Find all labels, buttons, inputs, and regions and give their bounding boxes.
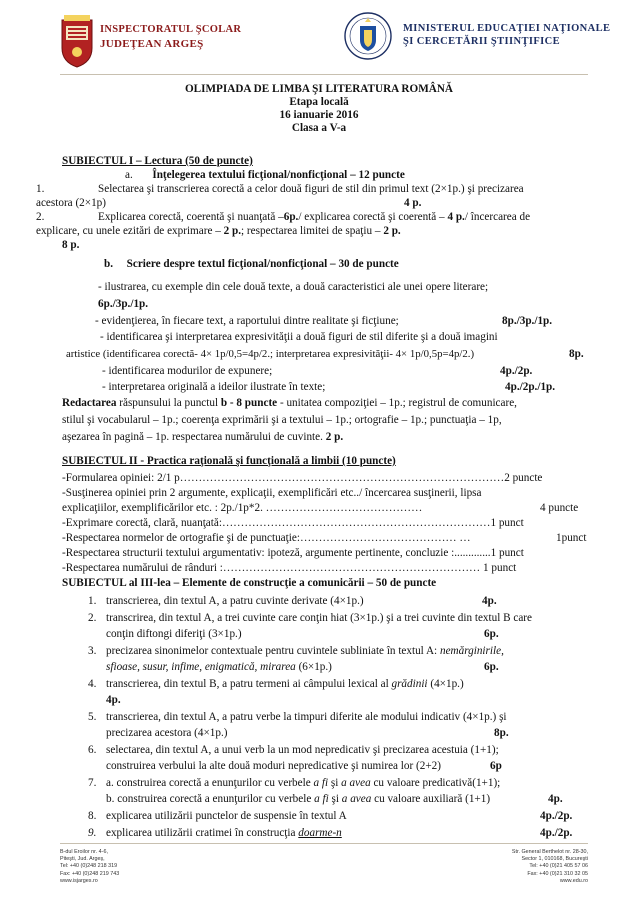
s1-item2-text-d: explicare, cu unele ezitări de exprimare – (36, 225, 221, 237)
s1-item1-num: 1. (36, 183, 45, 195)
s3-q5-points: 8p. (494, 727, 509, 739)
s1-item1-points: 4 p. (404, 197, 422, 209)
s3-q4-points: 4p. (106, 694, 121, 706)
section1-heading: SUBIECTUL I – Lectura (50 de puncte) (62, 155, 253, 167)
footer-right-fax: Fax: +40 (0)21 310 32 05 (527, 870, 588, 877)
footer-right-line1: Str. General Berthelot nr. 28-30, (511, 849, 588, 855)
s3-q7a-text-b: cu valoare predicativă(1+1); (370, 777, 501, 789)
isj-name-line1: INSPECTORATUL ŞCOLAR (100, 24, 242, 35)
s1-item2-text-e: ; respectarea limitei de spaţiu – (241, 225, 381, 237)
footer-left-website[interactable]: www.isjarges.ro (60, 877, 98, 884)
s2-row5-points: 1punct (556, 532, 587, 544)
s3-q5-line2: precizarea acestora (4×1p.) (106, 727, 228, 739)
s3-q7-line2 (106, 792, 490, 806)
s1a-points: – 12 puncte (347, 169, 405, 181)
s2-row6: -Respectarea structurii textului argumentativ: ipoteză, argumente pertinente, concluzie :.............1 punct (62, 547, 524, 559)
s3-q7a-text-a: a. construirea corectă a enunţurilor cu verbele (106, 777, 314, 789)
s1-redactare-line1 (62, 396, 517, 410)
s3-q4-line1 (106, 677, 464, 691)
isj-arges-logo (60, 14, 94, 68)
s1-redactare-label: Redactarea (62, 397, 117, 409)
s1b-crit4: - identificarea modurilor de expunere; (102, 365, 273, 377)
s3-q9-word: doarme-n (298, 827, 342, 839)
s1b-crit2: - evidenţierea, în fiecare text, a raportului dintre realitate şi ficţiune; (95, 315, 399, 327)
s1b-title: Scriere despre textul ficţional/nonficţional – 30 de puncte (126, 258, 399, 270)
s3-q5-line1: transcrierea, din textul A, a patru verbe la timpuri diferite ale modului indicativ (4×1p.) şi (106, 711, 507, 723)
s3-q7b-text-a: b. construirea corectă a enunţurilor cu verbele (106, 793, 315, 805)
ministry-name-line2: ŞI CERCETĂRII ŞTIINŢIFICE (403, 36, 561, 47)
footer-right-line2: Sector 1, 010168, Bucureşti (521, 856, 588, 863)
s3-q4-text-a: transcrierea, din textul B, a patru termeni ai câmpului lexical al (106, 678, 392, 690)
s3-q7b-verb1: a fi (314, 793, 329, 805)
s2-row4: -Exprimare corectă, clară, nuanţată:………………………………………………………………1 punct (62, 517, 524, 529)
s1-item2-num: 2. (36, 211, 45, 223)
s3-q3-line1 (106, 644, 504, 658)
s3-q6-num: 6. (88, 744, 97, 756)
footer-left-address (60, 849, 119, 885)
s3-q9-num: 9. (88, 827, 97, 839)
s1-item2-text-b: / explicarea corectă şi coerentă – (298, 211, 445, 223)
s3-q9-text: explicarea utilizării cratimei în construcţia (106, 827, 299, 839)
s3-q3-text-b: (6×1p.) (295, 661, 332, 673)
footer-right-website[interactable]: www.edu.ro (559, 877, 588, 884)
ministry-name (403, 22, 610, 48)
s2-row7: -Respectarea numărului de rânduri :…………………………………………………………… 1 punct (62, 562, 517, 574)
s3-q3-line2 (106, 660, 332, 674)
s3-q1-num: 1. (88, 595, 97, 607)
s1-item2-pts-b: 4 p. (447, 211, 465, 223)
s1-redactare-total: 2 p. (322, 431, 344, 443)
s1b-crit4-points: 4p./2p. (500, 365, 533, 377)
s3-q3-num: 3. (88, 645, 97, 657)
s3-q2-line1: transcrirea, din textul A, a trei cuvinte care conţin hiat (3×1p.) şi a trei cuvinte din textul B care (106, 612, 532, 624)
s1b-crit3-points: 8p. (569, 348, 584, 360)
footer-left-fax: Fax: +40 (0)248 219 743 (60, 870, 120, 877)
s3-q6-line2: construirea verbului la alte două moduri nepredicative şi numirea lor (2+2) (106, 760, 441, 772)
doc-class: Clasa a V-a (291, 122, 347, 134)
s1-item2-line1 (98, 210, 530, 224)
s1-item2-text-c: / încercarea de (464, 211, 531, 223)
s3-q6-points: 6p (490, 760, 502, 772)
s3-q8-num: 8. (88, 810, 97, 822)
s3-q2-points: 6p. (484, 628, 499, 640)
footer-left-phone: Tel: +40 (0)248 218 319 (60, 863, 118, 870)
s3-q9-line (106, 826, 342, 840)
s3-q7b-text-b: cu valoare auxiliară (1+1) (371, 793, 491, 805)
s1-item2-pts-d: 2 p. (383, 225, 401, 237)
doc-date: 16 ianuarie 2016 (279, 109, 359, 121)
s3-q2-num: 2. (88, 612, 97, 624)
s3-q7a-verb1: a fi (313, 777, 329, 789)
isj-name (100, 22, 241, 52)
s1b-crit3-line2: artistice (identificarea corectă- 4× 1p/0,5=4p/2.; interpretarea expresivităţii- 4× 1p/0,5p=4p/2.) (66, 348, 475, 360)
s3-q7-line1 (106, 776, 500, 790)
footer-right-address (506, 849, 588, 885)
doc-title: OLIMPIADA DE LIMBA ŞI LITERATURA ROMÂNĂ (184, 83, 453, 95)
footer-left-line1: B-dul Eroilor nr. 4-6, (60, 849, 108, 855)
footer-rule (60, 843, 588, 844)
s3-q2-line2: conţin diftongi diferiţi (3×1p.) (106, 628, 242, 640)
s1-redactare-text-b: - unitatea compoziţiei – 1p.; registrul de comunicare, (277, 397, 517, 409)
s1-item2-pts-a: 6p. (283, 211, 299, 223)
s1b-crit1-line1: - ilustrarea, cu exemple din cele două texte, a două caracteristici ale unei opere literare; (98, 281, 489, 293)
s1b-crit1-points: 6p./3p./1p. (98, 298, 149, 310)
s1b-crit5: - interpretarea originală a ideilor ilustrate în texte; (102, 381, 326, 393)
s3-q6-line1: selectarea, din textul A, a unui verb la un mod nepredicativ şi precizarea acestuia (1+1); (106, 744, 499, 756)
s3-q3-text-a: precizarea sinonimelor contextuale pentru cuvintele subliniate în textul A: (106, 645, 440, 657)
s1-redactare-text-a: răspunsului la punctul (116, 397, 221, 409)
s1b-line (104, 257, 399, 271)
s1-item2-line2 (36, 224, 401, 238)
s1-item2-text-a: Explicarea corectă, coerentă şi nuanţată – (98, 211, 284, 223)
section2-heading: SUBIECTUL II - Practica raţională şi funcţională a limbii (10 puncte) (62, 455, 396, 467)
header-rule (60, 74, 588, 75)
s3-q7b-and: şi (328, 793, 342, 805)
s3-q4-word: grădinii (391, 678, 428, 690)
s1-item1-line2: acestora (2×1p) (36, 197, 106, 209)
footer-left-line2: Piteşti, Jud. Argeş, (60, 856, 105, 863)
s1b-label: b. (104, 258, 114, 270)
s3-q3-words-b: sfioase, susur, infime, enigmatică, mirarea (106, 661, 296, 673)
s3-q7-points: 4p. (548, 793, 563, 805)
s3-q1-text: transcrierea, din textul A, a patru cuvinte derivate (4×1p.) (106, 595, 364, 607)
ministry-name-line1: MINISTERUL EDUCAŢIEI NAŢIONALE (403, 23, 611, 34)
s1a-title: Înţelegerea textului ficţional/nonficţional (152, 169, 348, 181)
s1-redactare-pts: b - 8 puncte (220, 397, 278, 409)
s2-row3: explicaţiilor, exemplificărilor etc. : 2p./1p*2. …………………………………… (62, 502, 423, 514)
s3-q7a-and: şi (328, 777, 342, 789)
s1-redactare-text-c: aşezarea în pagină – 1p. respectarea numărului de cuvinte. (62, 431, 323, 443)
section3-heading: SUBIECTUL al III-lea – Elemente de construcţie a comunicării – 50 de puncte (62, 577, 437, 589)
s1-item2-pts-c: 2 p. (223, 225, 242, 237)
s2-row5: -Respectarea normelor de ortografie şi de punctuaţie:…………………………………… … (62, 532, 471, 544)
romania-coat-of-arms (343, 10, 393, 62)
s3-q7a-verb2: a avea (341, 777, 371, 789)
s1b-crit5-points: 4p./2p./1p. (505, 381, 556, 393)
s3-q5-num: 5. (88, 711, 97, 723)
s1a-line (125, 168, 405, 182)
s2-row2: -Susţinerea opiniei prin 2 argumente, explicaţii, exemplificări etc../ încercarea susţinerii, lipsa (62, 487, 482, 499)
s2-row1: -Formularea opiniei: 2/1 p……………………………………………………………………………2 puncte (62, 472, 543, 484)
s3-q4-num: 4. (88, 678, 97, 690)
s1b-crit3-line1: - identificarea şi interpretarea expresivităţii a două figuri de stil diferite şi a două imagini (100, 331, 498, 343)
doc-stage: Etapa locală (289, 96, 349, 108)
s1-item2-total: 8 p. (62, 239, 80, 251)
s1a-label: a. (125, 169, 133, 181)
s3-q7-num: 7. (88, 777, 97, 789)
s1b-crit2-points: 8p./3p./1p. (502, 315, 553, 327)
s3-q8-text: explicarea utilizării punctelor de suspensie în textul A (106, 810, 347, 822)
s3-q1-points: 4p. (482, 595, 497, 607)
s1-item1-line1: Selectarea şi transcrierea corectă a celor două figuri de stil din primul text (2×1p.) şi precizarea (98, 183, 524, 195)
s3-q9-points: 4p./2p. (540, 827, 573, 839)
s1-redactare-line3 (62, 430, 343, 444)
footer-right-phone: Tel: +40 (0)21 405 57 06 (529, 863, 588, 870)
s3-q4-text-b: (4×1p.) (427, 678, 464, 690)
s3-q8-points: 4p./2p. (540, 810, 573, 822)
s3-q7b-verb2: a avea (341, 793, 372, 805)
s2-row3-points: 4 puncte (540, 502, 579, 514)
s1-redactare-line2: stilul şi vocabularul – 1p.; coerenţa exprimării şi a textului – 1p.; ortografie – 1p.; punctuaţia – 1p, (62, 414, 502, 426)
letterhead (0, 0, 638, 78)
isj-name-line2: JUDEŢEAN ARGEŞ (100, 38, 204, 50)
s3-q3-word-a: nemărginirile, (439, 645, 504, 657)
s3-q3-points: 6p. (484, 661, 499, 673)
